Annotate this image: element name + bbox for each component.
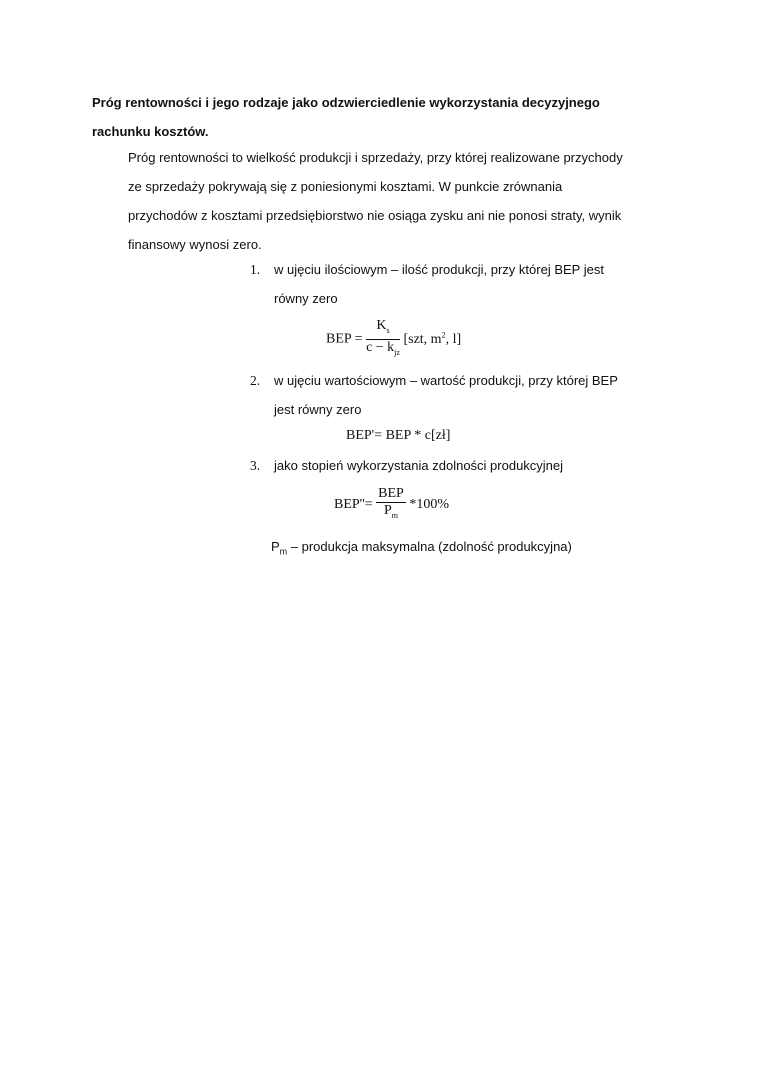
list-item-text: w ujęciu wartościowym – wartość produkcji, przy której BEP [274,373,618,388]
fraction-denominator [376,503,406,524]
pm-definition [271,535,572,564]
document-title [92,88,692,146]
list-item-text-continued: równy zero [274,291,338,306]
intro-line-2: ze sprzedaży pokrywają się z poniesionymi kosztami. W punkcie zrównania [128,179,563,194]
unit-suffix: , l] [445,331,462,347]
list-item-text-continued: jest równy zero [274,402,362,417]
formula-unit [403,329,462,347]
intro-line-1: Próg rentowności to wielkość produkcji i sprzedaży, przy której realizowane przychody [128,150,623,165]
list-item-number: 2. [250,373,261,388]
fraction-numerator: BEP [378,486,404,501]
title-line-2: rachunku kosztów. [92,124,209,139]
denominator-symbol: P [383,503,392,518]
intro-line-4: finansowy wynosi zero. [128,237,262,252]
pm-subscript: m [279,546,288,557]
intro-line-3: przychodów z kosztami przedsiębiorstwo nie osiąga zysku ani nie ponosi straty, wynik [128,208,622,223]
numerator-symbol: K [376,318,387,333]
unit-superscript: 2 [441,329,446,339]
denominator-subscript: jz [394,347,400,357]
denominator-subscript: m [391,510,398,520]
formula-fraction [376,486,406,524]
formula-bep-quantity [326,318,461,361]
list-item-number: 3. [250,458,261,473]
fraction-denominator [366,340,400,361]
formula-bep-value [346,428,450,444]
list-item-number: 1. [250,262,261,277]
title-line-1: Próg rentowności i jego rodzaje jako odzwierciedlenie wykorzystania decyzyjnego [92,95,600,110]
formula-text: BEP'= BEP * c[zł] [346,428,451,443]
formula-fraction [366,318,400,361]
formula-lhs: BEP = [326,331,363,347]
formula-rhs: *100% [409,497,449,513]
numerator-subscript: s [386,325,390,335]
formula-lhs: BEP''= [334,497,373,513]
unit-prefix: [szt, m [403,331,442,347]
fraction-numerator [366,318,400,340]
intro-paragraph [128,143,688,259]
pm-symbol: P [271,539,280,554]
list-item-text: w ujęciu ilościowym – ilość produkcji, przy której BEP jest [274,262,604,277]
formula-bep-capacity [334,486,449,524]
pm-text: – produkcja maksymalna (zdolność produkcyjna) [287,539,572,554]
list-item-text: jako stopień wykorzystania zdolności produkcyjnej [274,458,564,473]
denominator-symbol: c − k [366,339,395,355]
